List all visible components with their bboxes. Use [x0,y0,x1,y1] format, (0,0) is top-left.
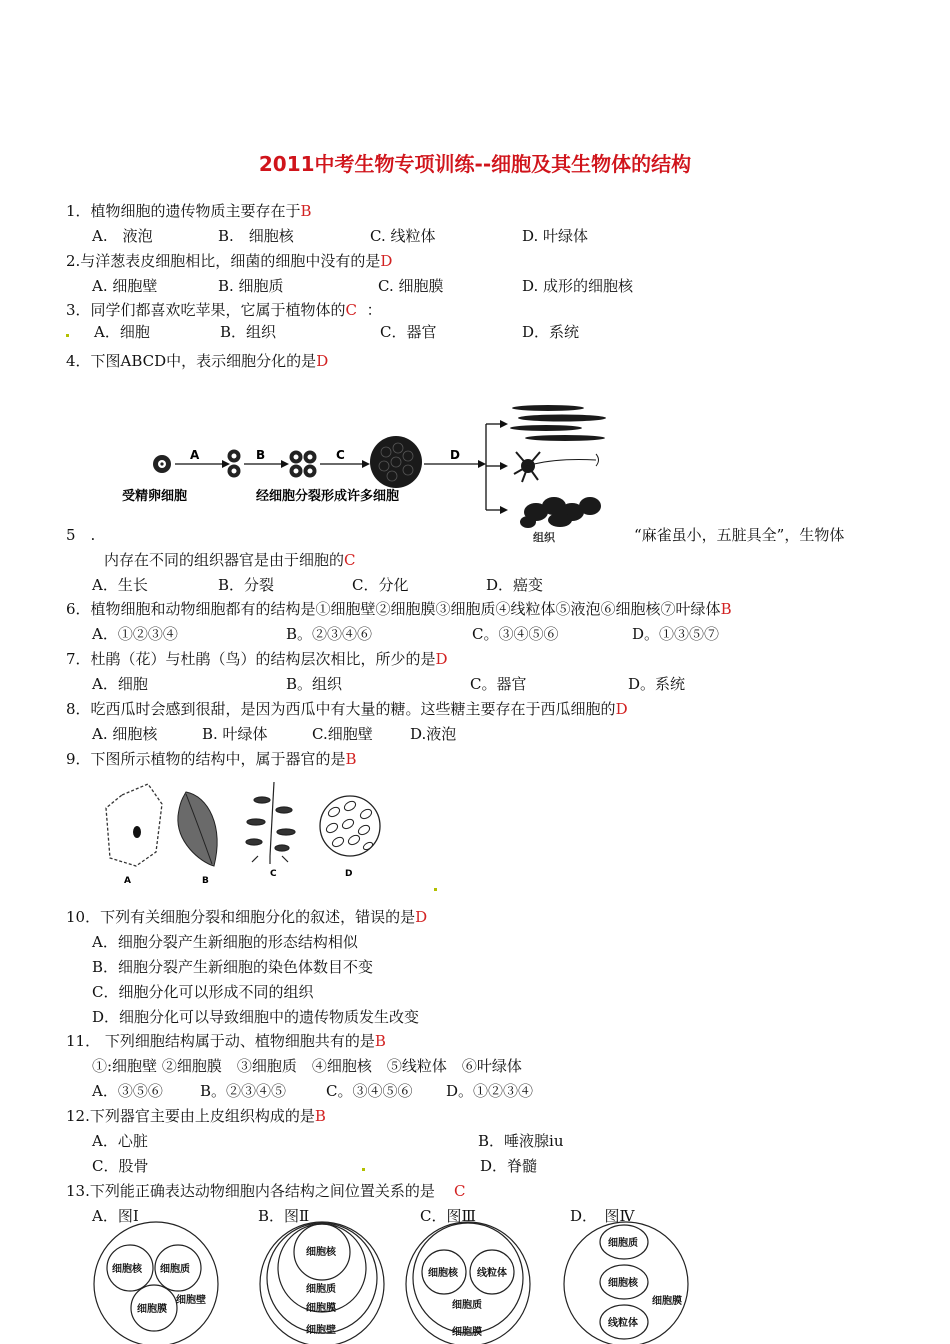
two-cells-icon [228,450,241,478]
q13-option-a: A．图Ⅰ [92,1207,139,1225]
q7-option-b: B。组织 [286,675,343,693]
fig1-membrane: 细胞膜 [137,1304,167,1315]
q11-option-b: B。②③④⑤ [200,1082,287,1100]
cell-mass-icon [370,436,422,488]
q8-stem: 8．吃西瓜时会感到很甜，是因为西瓜中有大量的糖。这些糖主要存在于西瓜细胞的D [66,700,628,718]
plant-cell-icon [106,784,162,866]
fig3-mito: 线粒体 [477,1268,507,1279]
fig2-cytoplasm: 细胞质 [306,1284,336,1295]
fig9-label-d: D [345,869,353,879]
q10-option-a: A．细胞分裂产生新细胞的形态结构相似 [92,933,358,951]
q4-answer: D [316,352,329,370]
q11-option-a: A．③⑤⑥ [92,1082,163,1100]
q11-option-c: C。③④⑤⑥ [326,1082,413,1100]
q10-option-b: B．细胞分裂产生新细胞的染色体数目不变 [92,958,374,976]
label-division: 经细胞分裂形成许多细胞 [256,489,400,504]
arrow-b-label: B [256,448,266,462]
q11-answer: B [374,1032,386,1050]
fig2-wall: 细胞壁 [306,1325,336,1336]
q10-option-d: D．细胞分化可以导致细胞中的遗传物质发生改变 [92,1008,420,1026]
q6-option-b: B。②③④⑥ [286,625,373,643]
leaf-icon [178,792,217,866]
q13-answer: C [453,1182,466,1200]
arrow-d-label: D [450,448,460,462]
q10-stem: 10．下列有关细胞分裂和细胞分化的叙述，错误的是D [66,908,428,926]
q9-answer: B [345,750,357,768]
q7-option-c: C。器官 [470,675,527,693]
q6-stem: 6．植物细胞和动物细胞都有的结构是①细胞壁②细胞膜③细胞质④线粒体⑤液泡⑥细胞核⑦叶绿体B [66,600,732,618]
q8-option-c: C.细胞壁 [312,725,373,743]
fig1-nucleus: 细胞核 [112,1264,142,1275]
q6-option-c: C。③④⑤⑥ [472,625,559,643]
q5-option-a: A．生长 [92,576,148,594]
fig4-nucleus: 细胞核 [608,1278,638,1289]
q8-option-d: D.液泡 [410,725,457,743]
fig2-membrane: 细胞膜 [306,1303,336,1314]
muscle-tissue-icon [510,405,606,441]
fig9-label-b: B [202,876,209,886]
q2-stem: 2.与洋葱表皮细胞相比，细菌的细胞中没有的是D [66,252,393,270]
q8-answer: D [615,700,628,718]
fig2-nucleus: 细胞核 [306,1247,336,1258]
q3-stem: 3．同学们都喜欢吃苹果，它属于植物体的C ： [66,301,382,319]
q2-option-c: C. 细胞膜 [378,277,444,295]
q7-answer: D [435,650,448,668]
q3-option-b: B．组织 [220,323,277,341]
q1-answer: B [300,202,312,220]
q5-option-d: D．癌变 [486,576,544,594]
q1-option-a: A. 液泡 [92,227,153,245]
q5-option-b: B．分裂 [218,576,275,594]
q10-option-c: C．细胞分化可以形成不同的组织 [92,983,314,1001]
q1-option-b: B. 细胞核 [218,227,294,245]
q12-answer: B [314,1107,326,1125]
q12-stem: 12.下列器官主要由上皮组织构成的是B [66,1107,326,1125]
fig3-cytoplasm: 细胞质 [452,1300,482,1311]
stray-dot [66,334,69,337]
fig4-mito: 线粒体 [608,1318,638,1329]
q6-answer: B [720,600,732,618]
q5-stem: 内存在不同的组织器官是由于细胞的C [104,551,356,569]
q11-option-d: D。①②③④ [446,1082,534,1100]
q5-number: 5 . [66,526,96,544]
q1-option-c: C. 线粒体 [370,227,436,245]
q9-stem: 9．下图所示植物的结构中，属于器官的是B [66,750,357,768]
epithelial-tissue-icon [520,497,601,528]
q8-option-a: A. 细胞核 [92,725,158,743]
fig3-membrane: 细胞膜 [452,1327,482,1338]
fig4-membrane: 细胞膜 [652,1296,682,1307]
q8-option-b: B. 叶绿体 [202,725,268,743]
q6-option-a: A．①②③④ [92,625,178,643]
q2-answer: D [380,252,393,270]
q3-option-a: A．细胞 [94,323,150,341]
q12-option-b: B．唾液腺iu [478,1132,564,1150]
q1-stem: 1．植物细胞的遗传物质主要存在于B [66,202,312,220]
q12-option-a: A．心脏 [92,1132,148,1150]
q3-answer: C [345,301,358,319]
q6-option-d: D。①③⑤⑦ [632,625,720,643]
arrow-c-label: C [336,448,345,462]
fig4-cytoplasm: 细胞质 [608,1238,638,1249]
q13-option-c: C．图Ⅲ [420,1207,476,1225]
fig3-nucleus: 细胞核 [428,1268,458,1279]
whole-plant-icon [246,782,295,864]
fig1-cytoplasm: 细胞质 [160,1264,190,1275]
four-cells-icon [290,451,317,478]
q5-quote: “麻雀虽小，五脏具全”，生物体 [634,526,845,544]
q3-option-d: D．系统 [522,323,580,341]
q5-option-c: C．分化 [352,576,409,594]
q13-stem: 13.下列能正确表达动物细胞内各结构之间位置关系的是 C [66,1182,466,1200]
q7-option-d: D。系统 [628,675,686,693]
q12-option-d: D．脊髓 [480,1157,538,1175]
fig1-wall: 细胞壁 [176,1295,206,1306]
fig9-label-a: A [124,876,131,886]
q2-option-b: B. 细胞质 [218,277,284,295]
q2-option-d: D. 成形的细胞核 [522,277,634,295]
q7-stem: 7．杜鹃（花）与杜鹃（鸟）的结构层次相比，所少的是D [66,650,448,668]
label-tissue: 组织 [533,531,555,544]
q13-option-d: D． 图Ⅳ [570,1207,635,1225]
tissue-cells-icon [320,796,380,856]
q12-option-c: C．股骨 [92,1157,149,1175]
q3-option-c: C．器官 [380,323,437,341]
q4-stem: 4．下图ABCD中，表示细胞分化的是D [66,352,329,370]
q11-list: ①:细胞壁 ②细胞膜 ③细胞质 ④细胞核 ⑤线粒体 ⑥叶绿体 [92,1057,522,1075]
q10-answer: D [415,908,428,926]
stray-dot [434,888,437,891]
q11-stem: 11． 下列细胞结构属于动、植物细胞共有的是B [66,1032,386,1050]
q2-option-a: A. 细胞壁 [92,277,158,295]
fig9-label-c: C [270,869,277,879]
neuron-icon [514,452,599,482]
stray-dot [362,1168,365,1171]
q5-answer: C [344,551,356,569]
page-title: 2011中考生物专项训练--细胞及其生物体的结构 [258,152,692,176]
fertilized-egg-icon [153,455,171,473]
q7-option-a: A．细胞 [92,675,148,693]
q1-option-d: D. 叶绿体 [522,227,589,245]
arrow-a-label: A [190,448,200,462]
q13-option-b: B．图Ⅱ [258,1207,310,1225]
label-fertilized-egg: 受精卵细胞 [122,489,188,504]
